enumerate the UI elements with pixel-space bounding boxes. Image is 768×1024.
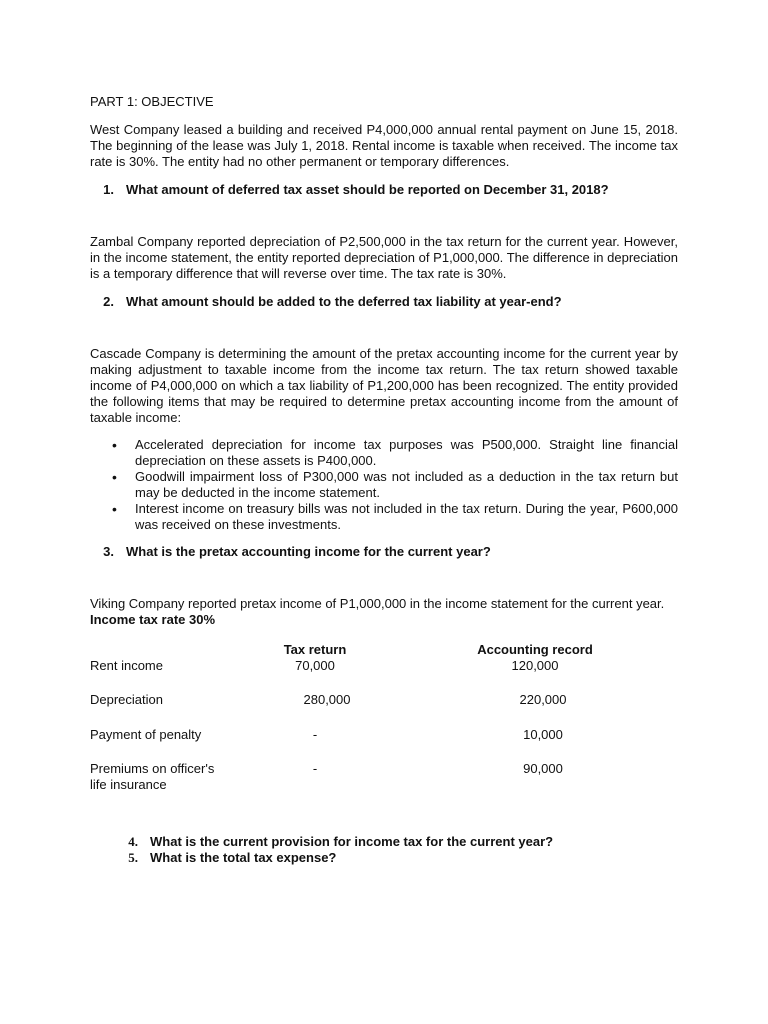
row-label: Payment of penalty	[90, 727, 202, 742]
row-tax-value: 280,000	[303, 692, 351, 707]
row-label: Depreciation	[90, 692, 163, 707]
row-acct-value: 220,000	[519, 692, 567, 707]
question-4	[90, 834, 678, 850]
part-title: PART 1: OBJECTIVE	[90, 94, 214, 109]
problem-4-tax-rate: Income tax rate 30%	[90, 612, 216, 627]
problem-4-text	[90, 596, 678, 628]
row-label: Premiums on officer's life insurance	[90, 761, 215, 792]
row-tax-value: -	[312, 761, 318, 776]
bullet-item: • Interest income on treasury bills was not included in the tax return. During the year, P600,000 was received on these investments.	[90, 501, 678, 533]
question-2-text: What amount should be added to the deferred tax liability at year-end?	[126, 294, 562, 309]
question-2-number: 2.	[103, 294, 114, 309]
question-1-text: What amount of deferred tax asset should be reported on December 31, 2018?	[126, 182, 609, 197]
problem-1-text: West Company leased a building and received P4,000,000 annual rental payment on June 15, 2018. The beginning of the lease was July 1, 2018. Rental income is taxable when received. The income tax rate is 30%. The entity had no other permanent or temporary differences.	[90, 122, 678, 169]
header-tax-return: Tax return	[283, 642, 347, 657]
question-3-number: 3.	[103, 544, 114, 559]
row-tax-value: 70,000	[295, 658, 335, 673]
question-5-text: What is the total tax expense?	[150, 850, 337, 865]
document-page	[90, 94, 678, 866]
question-4-text: What is the current provision for income tax for the current year?	[150, 834, 554, 849]
bullet-item: • Goodwill impairment loss of P300,000 was not included as a deduction in the tax return but may be deducted in the income statement.	[90, 469, 678, 501]
bullet-item: • Accelerated depreciation for income tax purposes was P500,000. Straight line financial depreciation on these assets is P400,000.	[90, 437, 678, 469]
problem-4-body: Viking Company reported pretax income of P1,000,000 in the income statement for the current year.	[90, 596, 665, 611]
row-acct-value: 10,000	[523, 727, 563, 742]
header-accounting-record: Accounting record	[477, 642, 593, 657]
question-1	[90, 182, 678, 198]
question-5-number: 5.	[128, 850, 138, 865]
problem-3-bullets	[90, 437, 678, 533]
problem-3-text: Cascade Company is determining the amount of the pretax accounting income for the current year by making adjustment to taxable income from the income tax return. The tax return showed taxable income of P4,000,000 on which a tax liability of P1,200,000 has been recognized. The entity provided the following items that may be required to determine pretax accounting income from the amount of taxable income:	[90, 346, 678, 425]
problem-2-text: Zambal Company reported depreciation of P2,500,000 in the tax return for the current year. However, in the income statement, the entity reported depreciation of P1,000,000. The difference in depreciation is a temporary difference that will reverse over time. The tax rate is 30%.	[90, 234, 678, 281]
question-3-text: What is the pretax accounting income for the current year?	[126, 544, 491, 559]
final-questions	[90, 834, 678, 866]
question-4-number: 4.	[128, 834, 138, 849]
question-3	[90, 544, 678, 560]
question-2	[90, 294, 678, 310]
comparison-table	[90, 642, 678, 792]
row-label: Rent income	[90, 658, 163, 673]
row-acct-value: 90,000	[523, 761, 563, 776]
row-acct-value: 120,000	[511, 658, 559, 673]
row-tax-value: -	[312, 727, 318, 742]
question-1-number: 1.	[103, 182, 114, 197]
question-5	[90, 850, 678, 866]
